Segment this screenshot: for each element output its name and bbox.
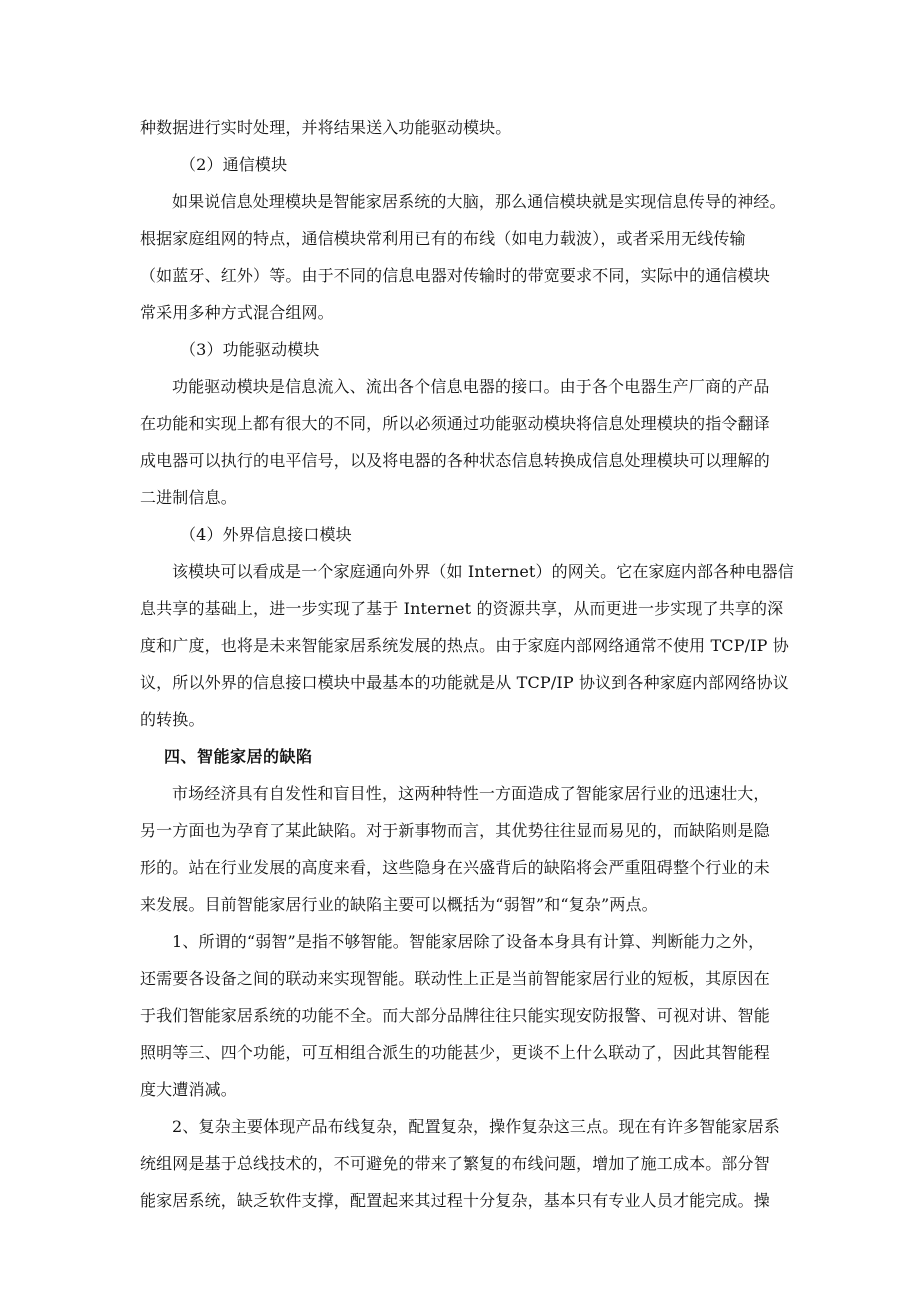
paragraph-line: 于我们智能家居系统的功能不全。而大部分品牌往往只能实现安防报警、可视对讲、智能 bbox=[140, 1006, 770, 1025]
paragraph-line: 市场经济具有自发性和盲目性，这两种特性一方面造成了智能家居行业的迅速壮大， bbox=[172, 784, 770, 803]
paragraph-line: 息共享的基础上，进一步实现了基于 Internet 的资源共享，从而更进一步实现了共享的深 bbox=[140, 599, 784, 618]
paragraph-line: 度和广度，也将是未来智能家居系统发展的热点。由于家庭内部网络通常不使用 TCP/IP 协 bbox=[140, 636, 789, 655]
subsection-heading: （3）功能驱动模块 bbox=[180, 340, 320, 359]
paragraph-line: 议，所以外界的信息接口模块中最基本的功能就是从 TCP/IP 协议到各种家庭内部网络协议 bbox=[140, 673, 789, 692]
paragraph-line: 二进制信息。 bbox=[140, 488, 237, 507]
paragraph-line: 照明等三、四个功能，可互相组合派生的功能甚少，更谈不上什么联动了，因此其智能程 bbox=[140, 1043, 770, 1062]
paragraph-line: 统组网是基于总线技术的，不可避免的带来了繁复的布线问题，增加了施工成本。部分智 bbox=[140, 1154, 770, 1173]
paragraph-line: 种数据进行实时处理，并将结果送入功能驱动模块。 bbox=[140, 118, 512, 137]
subsection-heading: （4）外界信息接口模块 bbox=[180, 525, 352, 544]
paragraph-line: 如果说信息处理模块是智能家居系统的大脑，那么通信模块就是实现信息传导的神经。 bbox=[172, 192, 786, 211]
paragraph-line: 能家居系统，缺乏软件支撑，配置起来其过程十分复杂，基本只有专业人员才能完成。操 bbox=[140, 1191, 770, 1210]
section-heading: 四、智能家居的缺陷 bbox=[164, 747, 313, 766]
paragraph-line: 来发展。目前智能家居行业的缺陷主要可以概括为“弱智”和“复杂”两点。 bbox=[140, 895, 658, 914]
paragraph-line: 成电器可以执行的电平信号，以及将电器的各种状态信息转换成信息处理模块可以理解的 bbox=[140, 451, 770, 470]
paragraph-line: 常采用多种方式混合组网。 bbox=[140, 303, 334, 322]
paragraph-line: 度大遭消减。 bbox=[140, 1080, 237, 1099]
paragraph-line: （如蓝牙、红外）等。由于不同的信息电器对传输时的带宽要求不同，实际中的通信模块 bbox=[140, 266, 770, 285]
paragraph-line: 还需要各设备之间的联动来实现智能。联动性上正是当前智能家居行业的短板，其原因在 bbox=[140, 969, 770, 988]
paragraph-line: 2、复杂主要体现产品布线复杂，配置复杂，操作复杂这三点。现在有许多智能家居系 bbox=[172, 1117, 780, 1136]
paragraph-line: 在功能和实现上都有很大的不同，所以必须通过功能驱动模块将信息处理模块的指令翻译 bbox=[140, 414, 770, 433]
paragraph-line: 功能驱动模块是信息流入、流出各个信息电器的接口。由于各个电器生产厂商的产品 bbox=[172, 377, 770, 396]
paragraph-line: 形的。站在行业发展的高度来看，这些隐身在兴盛背后的缺陷将会严重阻碍整个行业的未 bbox=[140, 858, 770, 877]
subsection-heading: （2）通信模块 bbox=[180, 155, 288, 174]
paragraph-line: 该模块可以看成是一个家庭通向外界（如 Internet）的网关。它在家庭内部各种电器信 bbox=[172, 562, 794, 581]
paragraph-line: 的转换。 bbox=[140, 710, 205, 729]
paragraph-line: 另一方面也为孕育了某此缺陷。对于新事物而言，其优势往往显而易见的，而缺陷则是隐 bbox=[140, 821, 770, 840]
paragraph-line: 1、所谓的“弱智”是指不够智能。智能家居除了设备本身具有计算、判断能力之外， bbox=[172, 932, 765, 951]
paragraph-line: 根据家庭组网的特点，通信模块常利用已有的布线（如电力载波），或者采用无线传输 bbox=[140, 229, 746, 248]
